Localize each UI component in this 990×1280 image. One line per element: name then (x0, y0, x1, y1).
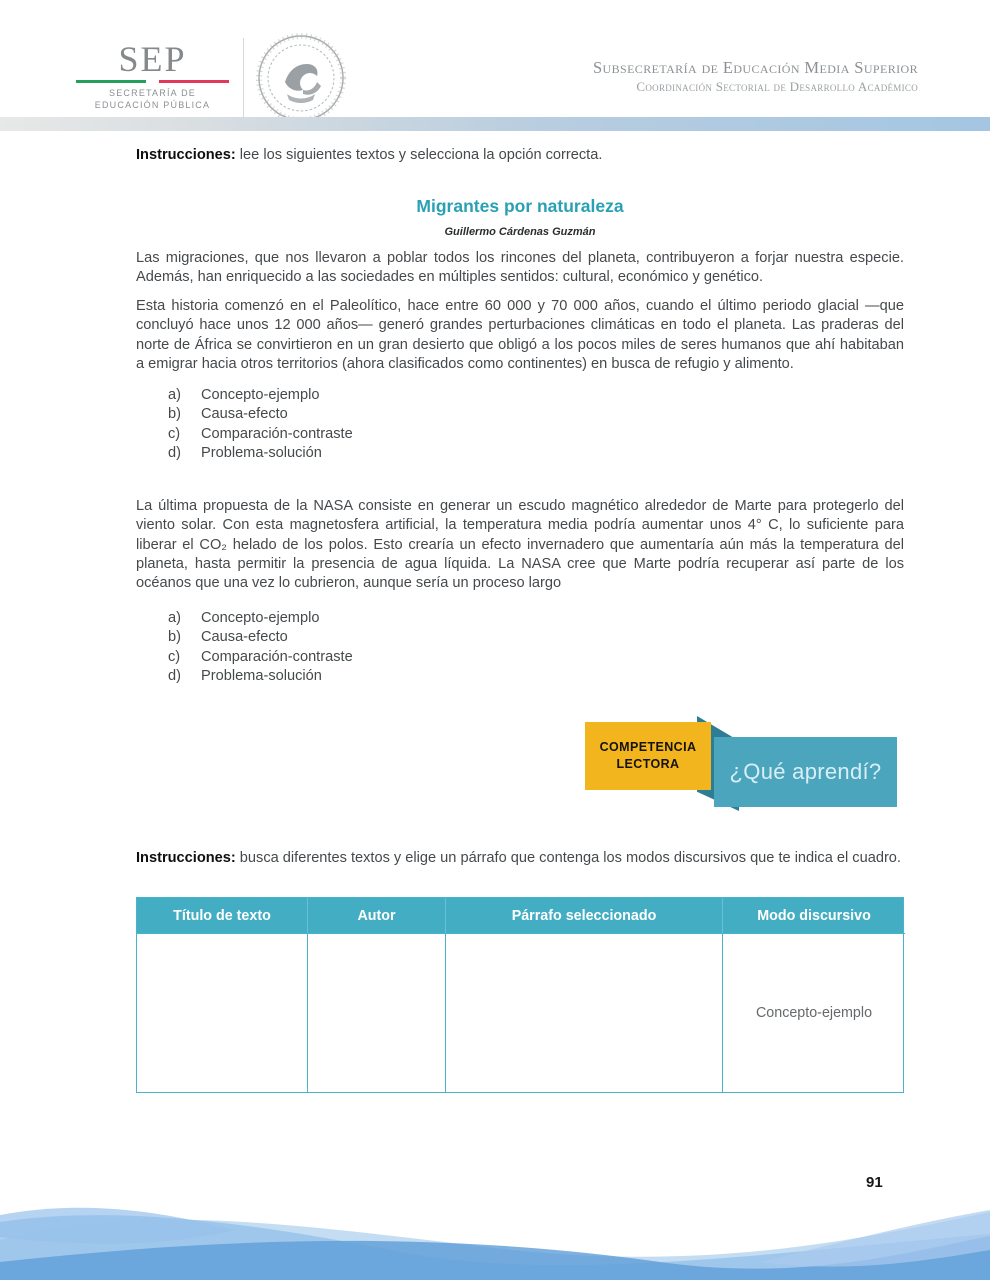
reading-author: Guillermo Cárdenas Guzmán (444, 226, 596, 238)
option-1c-letter: c) (168, 425, 181, 442)
option-2b-label: Causa-efecto (201, 629, 288, 646)
option-2d-letter: d) (168, 667, 181, 684)
green-line (76, 80, 146, 83)
instructions-1 (136, 146, 904, 166)
cell-modo-discursivo: Concepto-ejemplo (723, 933, 905, 1092)
instructions-2 (136, 849, 904, 869)
column-header-autor: Autor (308, 898, 446, 933)
instructions-1-label: Instrucciones: (136, 147, 236, 163)
competencia-text-line1: COMPETENCIA (599, 740, 697, 754)
option-1b-label: Causa-efecto (201, 406, 288, 423)
option-2c-letter: c) (168, 648, 181, 665)
sep-logo-caption-line2: EDUCACIÓN PÚBLICA (94, 100, 211, 110)
paragraph-2: Esta historia comenzó en el Paleolítico, hace entre 60 000 y 70 000 años, cuando el último periodo glacial —que concluyó hace unos 12 000 años— generó grandes perturbaciones climáticas en todo el planeta. Las praderas del norte de África se convirtieron en un gran desierto que obligó a los pocos miles de seres humanos que ahí habitaban a emigrar hacia otros territorios (ahora clasificados como continentes) en busca de refugio y alimento. (136, 298, 904, 372)
table-row (137, 933, 903, 1092)
competencia-lectora-badge (585, 722, 711, 790)
column-header-modo: Modo discursivo (757, 907, 871, 924)
option-1c-label: Comparación-contraste (201, 425, 353, 442)
options-list-2 (168, 609, 588, 686)
option-2c-label: Comparación-contraste (201, 648, 353, 665)
instructions-2-text: busca diferentes textos y elige un párrafo que contenga los modos discursivos que te indica el cuadro. (235, 850, 901, 866)
header-right-titles (593, 58, 918, 95)
coat-of-arms-seal-icon (255, 30, 347, 126)
modos-discursivos-table (136, 897, 904, 1093)
instructions-1-text: lee los siguientes textos y selecciona la opción correcta. (235, 147, 603, 163)
option-2a-letter: a) (168, 610, 181, 626)
sep-logo (70, 40, 235, 111)
option-1b-letter: b) (168, 406, 181, 423)
header-divider (243, 38, 244, 118)
column-header-titulo: Título de texto (137, 898, 308, 933)
que-aprendi-banner (714, 737, 897, 807)
option-1a (168, 386, 588, 405)
option-2d-label: Problema-solución (201, 667, 322, 684)
que-aprendi-text: ¿Qué aprendí? (729, 759, 882, 784)
option-2c (168, 648, 588, 667)
option-2d (168, 667, 588, 686)
sep-logo-flag-lines (76, 80, 229, 83)
option-2b-letter: b) (168, 629, 181, 646)
red-line (159, 80, 229, 83)
paragraph-1: Las migraciones, que nos llevaron a poblar todos los rincones del planeta, contribuyeron a forjar nuestra especie. Además, han enriquecido a las sociedades en múltiples sentidos: cultural, económico y genético. (136, 250, 904, 286)
option-1c (168, 425, 588, 444)
option-1d-label: Problema-solución (201, 444, 322, 461)
cell-parrafo-empty (446, 933, 723, 1092)
option-1a-label: Concepto-ejemplo (201, 387, 320, 403)
page-number: 91 (866, 1174, 883, 1191)
cell-autor-empty (308, 933, 446, 1092)
coordinacion-subtitle: Coordinación Sectorial de Desarrollo Académico (636, 79, 918, 94)
competencia-text-line2: LECTORA (616, 757, 680, 771)
reading-title: Migrantes por naturaleza (416, 196, 624, 216)
option-1d (168, 444, 588, 463)
option-1d-letter: d) (168, 444, 181, 461)
option-1a-letter: a) (168, 387, 181, 403)
column-header-parrafo: Párrafo seleccionado (446, 898, 723, 933)
header-gradient-bar (0, 117, 990, 131)
cell-titulo-empty (137, 933, 308, 1092)
option-1b (168, 405, 588, 424)
sep-logo-acronym: SEP (118, 39, 187, 79)
options-list-1 (168, 386, 588, 463)
table-header-row (137, 898, 903, 933)
option-2a-label: Concepto-ejemplo (201, 610, 320, 626)
sep-logo-caption-line1: SECRETARÍA DE (109, 88, 196, 98)
option-2b (168, 628, 588, 647)
footer-wave-decoration (0, 1200, 990, 1280)
instructions-2-label: Instrucciones: (136, 850, 236, 866)
paragraph-nasa: La última propuesta de la NASA consiste en generar un escudo magnético alrededor de Marte para protegerlo del viento solar. Con esta magnetosfera artificial, la temperatura media podría aumentar unos 4° C, lo suficiente para liberar el CO₂ helado de los polos. Esto crearía un efecto invernadero que aumentaría aún más la temperatura del planeta, hasta permitir la presencia de agua líquida. La NASA cree que Marte podría recuperar así parte de los océanos que una vez lo cubrieron, aunque sería un proceso largo (136, 498, 904, 592)
subsecretaria-title: Subsecretaría de Educación Media Superior (592, 58, 918, 77)
option-2a (168, 609, 588, 628)
